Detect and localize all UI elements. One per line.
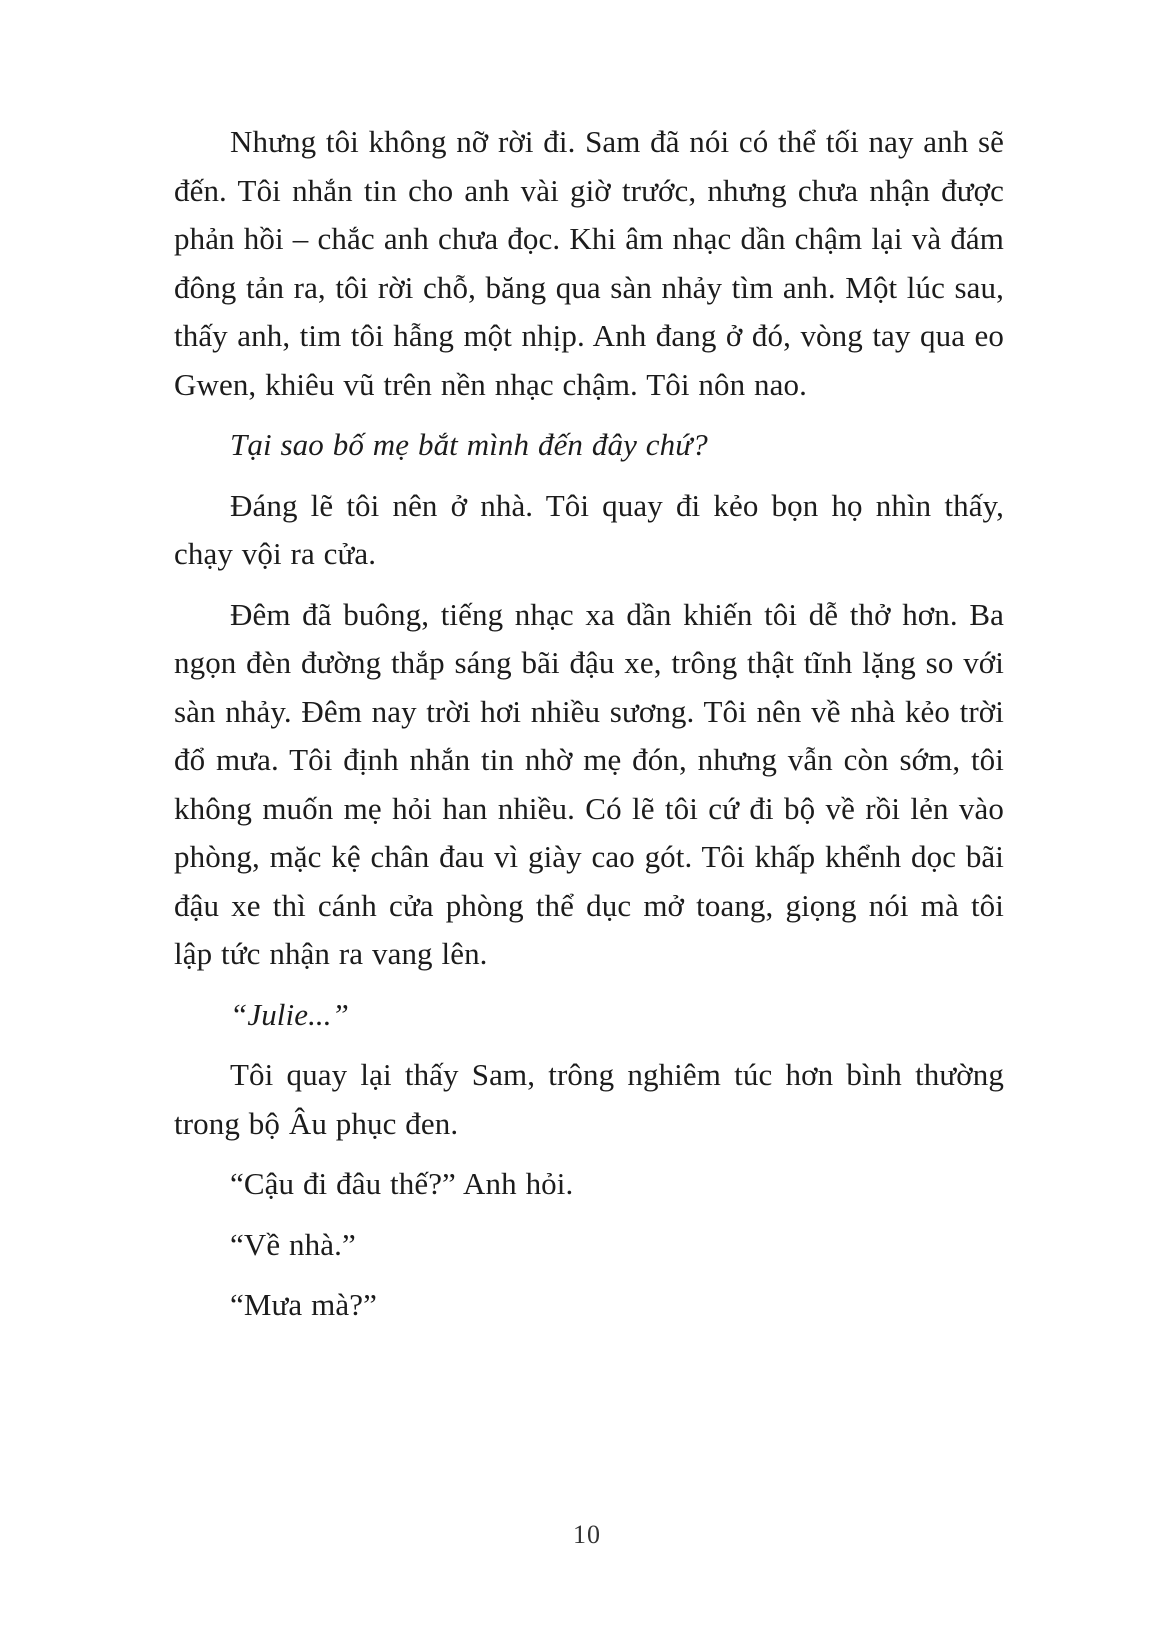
paragraph-1: Nhưng tôi không nỡ rời đi. Sam đã nói có thể tối nay anh sẽ đến. Tôi nhắn tin cho anh vài giờ trước, nhưng chưa nhận được phản hồi – chắc anh chưa đọc. Khi âm nhạc dần chậm lại và đám đông tản ra, tôi rời chỗ, băng qua sàn nhảy tìm anh. Một lúc sau, thấy anh, tim tôi hẫng một nhịp. Anh đang ở đó, vòng tay qua eo Gwen, khiêu vũ trên nền nhạc chậm. Tôi nôn nao. xyxy=(174,124,1004,402)
paragraph-5-italic-dialogue: “Julie...” xyxy=(230,996,349,1032)
paragraph-6: Tôi quay lại thấy Sam, trông nghiêm túc hơn bình thường trong bộ Âu phục đen. xyxy=(174,1057,1004,1141)
page-number: 10 xyxy=(573,1520,601,1549)
page-body xyxy=(174,118,1004,1342)
paragraph-3: Đáng lẽ tôi nên ở nhà. Tôi quay đi kẻo bọn họ nhìn thấy, chạy vội ra cửa. xyxy=(174,487,1004,571)
paragraph-2-italic-thought: Tại sao bố mẹ bắt mình đến đây chứ? xyxy=(230,427,708,462)
paragraph-4: Đêm đã buông, tiếng nhạc xa dần khiến tôi dễ thở hơn. Ba ngọn đèn đường thắp sáng bãi đậu xe, trông thật tĩnh lặng so với sàn nhảy. Đêm nay trời hơi nhiều sương. Tôi nên về nhà kẻo trời đổ mưa. Tôi định nhắn tin nhờ mẹ đón, nhưng vẫn còn sớm, tôi không muốn mẹ hỏi han nhiều. Có lẽ tôi cứ đi bộ về rồi lẻn vào phòng, mặc kệ chân đau vì giày cao gót. Tôi khấp khểnh dọc bãi đậu xe thì cánh cửa phòng thể dục mở toang, giọng nói mà tôi lập tức nhận ra vang lên. xyxy=(174,596,1004,971)
paragraph-7-dialogue: “Cậu đi đâu thế?” Anh hỏi. xyxy=(230,1166,574,1201)
paragraph-9-dialogue: “Mưa mà?” xyxy=(230,1287,377,1322)
paragraph-8-dialogue: “Về nhà.” xyxy=(230,1226,356,1262)
